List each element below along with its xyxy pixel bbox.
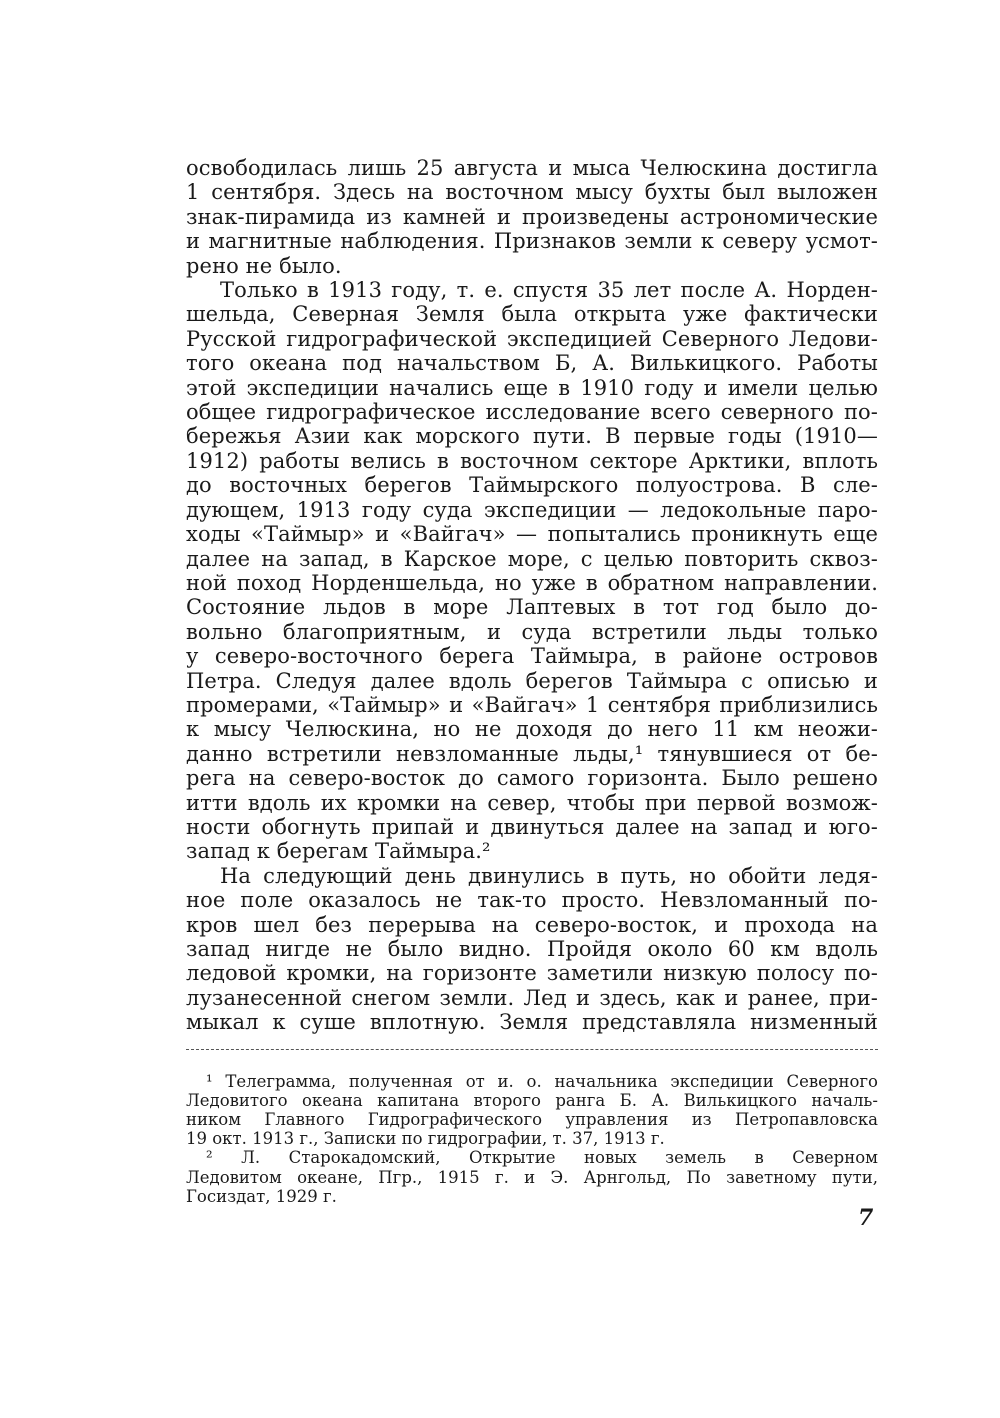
text-line: к мысу Челюскина, но не доходя до него 11 км неожи- xyxy=(186,717,878,742)
text-line: Русской гидрографической экспедицией Северного Ледови- xyxy=(186,326,878,351)
footnote-line: Ледовитом океане, Пгр., 1915 г. и Э. Арнгольд, По заветному пути, xyxy=(186,1167,878,1187)
text-line: и магнитные наблюдения. Признаков земли к северу усмот- xyxy=(186,229,878,254)
footnote-separator xyxy=(186,1049,878,1050)
footnote-line: Госиздат, 1929 г. xyxy=(186,1186,337,1206)
text-line: рено не было. xyxy=(186,253,342,278)
text-line: ной поход Норденшельда, но уже в обратном направлении. xyxy=(186,570,878,595)
main-text xyxy=(186,156,878,1035)
text-line: ледовой кромки, на горизонте заметили низкую полосу по- xyxy=(186,961,878,986)
text-line: 1912) работы велись в восточном секторе Арктики, вплоть xyxy=(186,448,878,473)
text-line: далее на запад, в Карское море, с целью повторить сквоз- xyxy=(186,546,878,571)
text-line: освободилась лишь 25 августа и мыса Челюскина достигла xyxy=(186,156,878,180)
text-line: итти вдоль их кромки на север, чтобы при первой возмож- xyxy=(186,790,878,815)
text-line: того океана под начальством Б, А. Вилькицкого. Работы xyxy=(186,351,878,376)
text-line: дующем, 1913 году суда экспедиции — ледокольные паро- xyxy=(186,497,878,522)
text-line: мыкал к суше вплотную. Земля представляла низменный xyxy=(186,1010,878,1035)
text-line: промерами, «Таймыр» и «Вайгач» 1 сентября приблизились xyxy=(186,692,878,717)
text-line: ходы «Таймыр» и «Вайгач» — попытались проникнуть еще xyxy=(186,522,878,547)
text-line: у северо-восточного берега Таймыра, в районе островов xyxy=(186,644,878,669)
page-body xyxy=(186,156,878,1206)
text-line: кров шел без перерыва на северо-восток, и прохода на xyxy=(186,912,878,937)
text-line: этой экспедиции начались еще в 1910 году и имели целью xyxy=(186,375,878,400)
text-line: запад нигде не было видно. Пройдя около 60 км вдоль xyxy=(186,937,878,961)
footnote-line: ¹ Телеграмма, полученная от и. о. начальника экспедиции Северного xyxy=(206,1071,878,1091)
text-line: лузанесенной снегом земли. Лед и здесь, как и ранее, при- xyxy=(186,985,878,1010)
text-line: бережья Азии как морского пути. В первые годы (1910— xyxy=(186,424,878,449)
footnote-line: ником Главного Гидрографического управления из Петропавловска xyxy=(186,1110,878,1130)
text-line: общее гидрографическое исследование всего северного по- xyxy=(186,400,878,425)
text-line: ное поле оказалось не так-то просто. Невзломанный по- xyxy=(186,888,878,913)
text-line: запад к берегам Таймыра.² xyxy=(186,839,491,864)
text-line: шельда, Северная Земля была открыта уже фактически xyxy=(186,302,878,327)
text-line: 1 сентября. Здесь на восточном мысу бухты был выложен xyxy=(186,180,878,205)
footnote-line: Ледовитого океана капитана второго ранга Б. А. Вилькицкого началь- xyxy=(186,1090,878,1110)
footnote-line: 19 окт. 1913 г., Записки по гидрографии, т. 37, 1913 г. xyxy=(186,1129,665,1149)
footnote-line: ² Л. Старокадомский, Открытие новых земель в Северном xyxy=(206,1148,878,1168)
text-line: знак-пирамида из камней и произведены астрономические xyxy=(186,204,878,229)
text-line: Только в 1913 году, т. е. спустя 35 лет после А. Норден- xyxy=(220,278,878,303)
text-line: до восточных берегов Таймырского полуострова. В сле- xyxy=(186,473,878,498)
text-line: На следующий день двинулись в путь, но обойти ледя- xyxy=(220,863,878,888)
text-line: Петра. Следуя далее вдоль берегов Таймыра с описью и xyxy=(186,668,878,693)
text-line: данно встретили невзломанные льды,¹ тянувшиеся от бе- xyxy=(186,741,878,766)
text-line: Состояние льдов в море Лаптевых в тот год было до- xyxy=(186,595,878,620)
text-line: ности обогнуть припай и двинуться далее на запад и юго- xyxy=(186,814,878,839)
text-line: рега на северо-восток до самого горизонта. Было решено xyxy=(186,766,878,791)
text-line: вольно благоприятным, и суда встретили льды только xyxy=(186,619,878,644)
footnotes xyxy=(186,1072,878,1206)
page-number: 7 xyxy=(858,1205,874,1231)
